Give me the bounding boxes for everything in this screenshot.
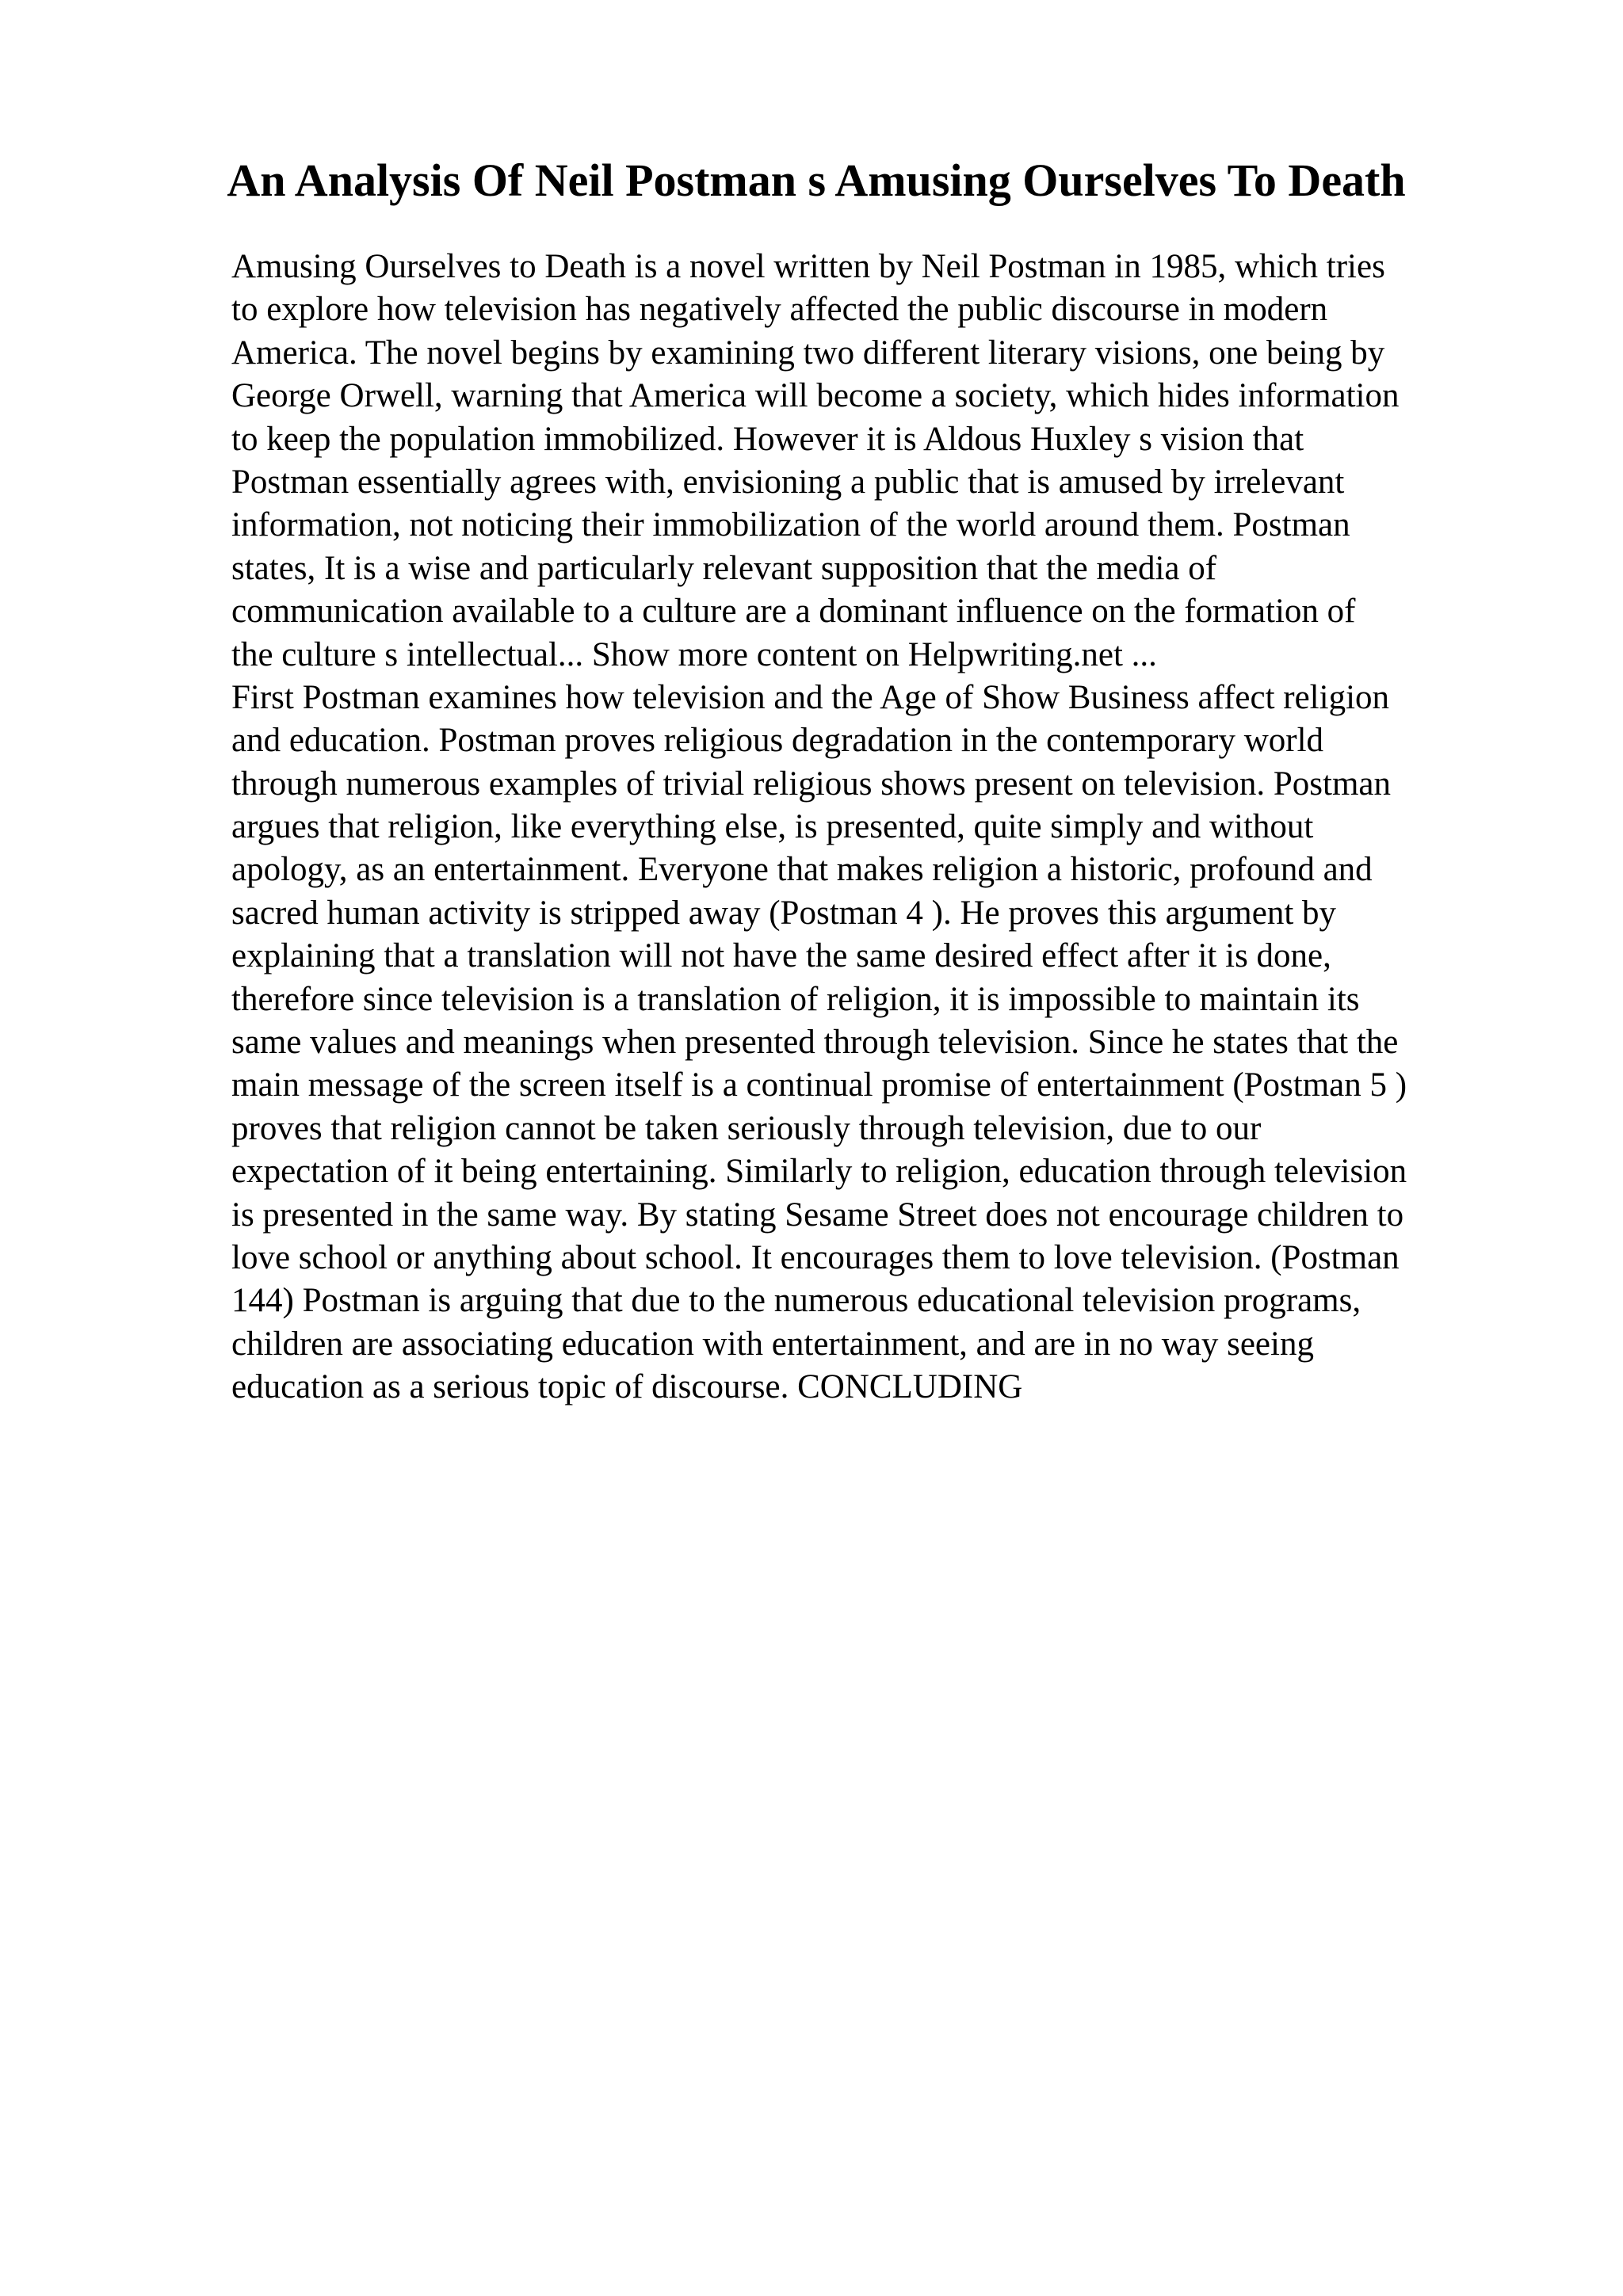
body-line: sacred human activity is stripped away (Postman 4 ). He proves this argument by bbox=[231, 894, 1337, 932]
document-title: An Analysis Of Neil Postman s Amusing Ourselves To Death bbox=[227, 154, 1406, 206]
body-line: information, not noticing their immobilization of the world around them. Postman bbox=[231, 506, 1350, 544]
body-line: states, It is a wise and particularly relevant supposition that the media of bbox=[231, 549, 1217, 587]
document-body bbox=[231, 246, 1531, 1409]
body-line: therefore since television is a translation of religion, it is impossible to maintain its bbox=[231, 980, 1360, 1018]
body-line: and education. Postman proves religious degradation in the contemporary world bbox=[231, 722, 1324, 760]
body-line: argues that religion, like everything else, is presented, quite simply and without bbox=[231, 808, 1314, 846]
body-line: main message of the screen itself is a continual promise of entertainment (Postman 5 ) bbox=[231, 1066, 1407, 1104]
body-line: education as a serious topic of discourse. CONCLUDING bbox=[231, 1368, 1023, 1406]
body-line: Amusing Ourselves to Death is a novel written by Neil Postman in 1985, which tries bbox=[231, 248, 1385, 285]
body-line: 144) Postman is arguing that due to the numerous educational television programs, bbox=[231, 1282, 1361, 1320]
body-line: America. The novel begins by examining two different literary visions, one being by bbox=[231, 334, 1385, 372]
body-line: proves that religion cannot be taken seriously through television, due to our bbox=[231, 1109, 1262, 1147]
body-line: the culture s intellectual... Show more content on Helpwriting.net ... bbox=[231, 635, 1157, 673]
body-line: explaining that a translation will not have the same desired effect after it is done, bbox=[231, 937, 1331, 975]
body-line: George Orwell, warning that America will become a society, which hides information bbox=[231, 377, 1400, 415]
body-line: apology, as an entertainment. Everyone that makes religion a historic, profound and bbox=[231, 851, 1373, 889]
body-line: First Postman examines how television and the Age of Show Business affect religion bbox=[231, 678, 1390, 716]
body-line: communication available to a culture are a dominant influence on the formation of bbox=[231, 593, 1356, 631]
body-line: Postman essentially agrees with, envisioning a public that is amused by irrelevant bbox=[231, 463, 1345, 501]
body-line: is presented in the same way. By stating Sesame Street does not encourage children to bbox=[231, 1196, 1404, 1234]
body-line: children are associating education with entertainment, and are in no way seeing bbox=[231, 1325, 1314, 1363]
body-line: expectation of it being entertaining. Similarly to religion, education through television bbox=[231, 1153, 1407, 1191]
body-line: through numerous examples of trivial religious shows present on television. Postman bbox=[231, 765, 1391, 803]
body-line: to explore how television has negatively affected the public discourse in modern bbox=[231, 291, 1328, 329]
body-line: same values and meanings when presented through television. Since he states that the bbox=[231, 1024, 1399, 1062]
body-line: to keep the population immobilized. However it is Aldous Huxley s vision that bbox=[231, 420, 1304, 458]
body-line: love school or anything about school. It encourages them to love television. (Postman bbox=[231, 1238, 1400, 1276]
